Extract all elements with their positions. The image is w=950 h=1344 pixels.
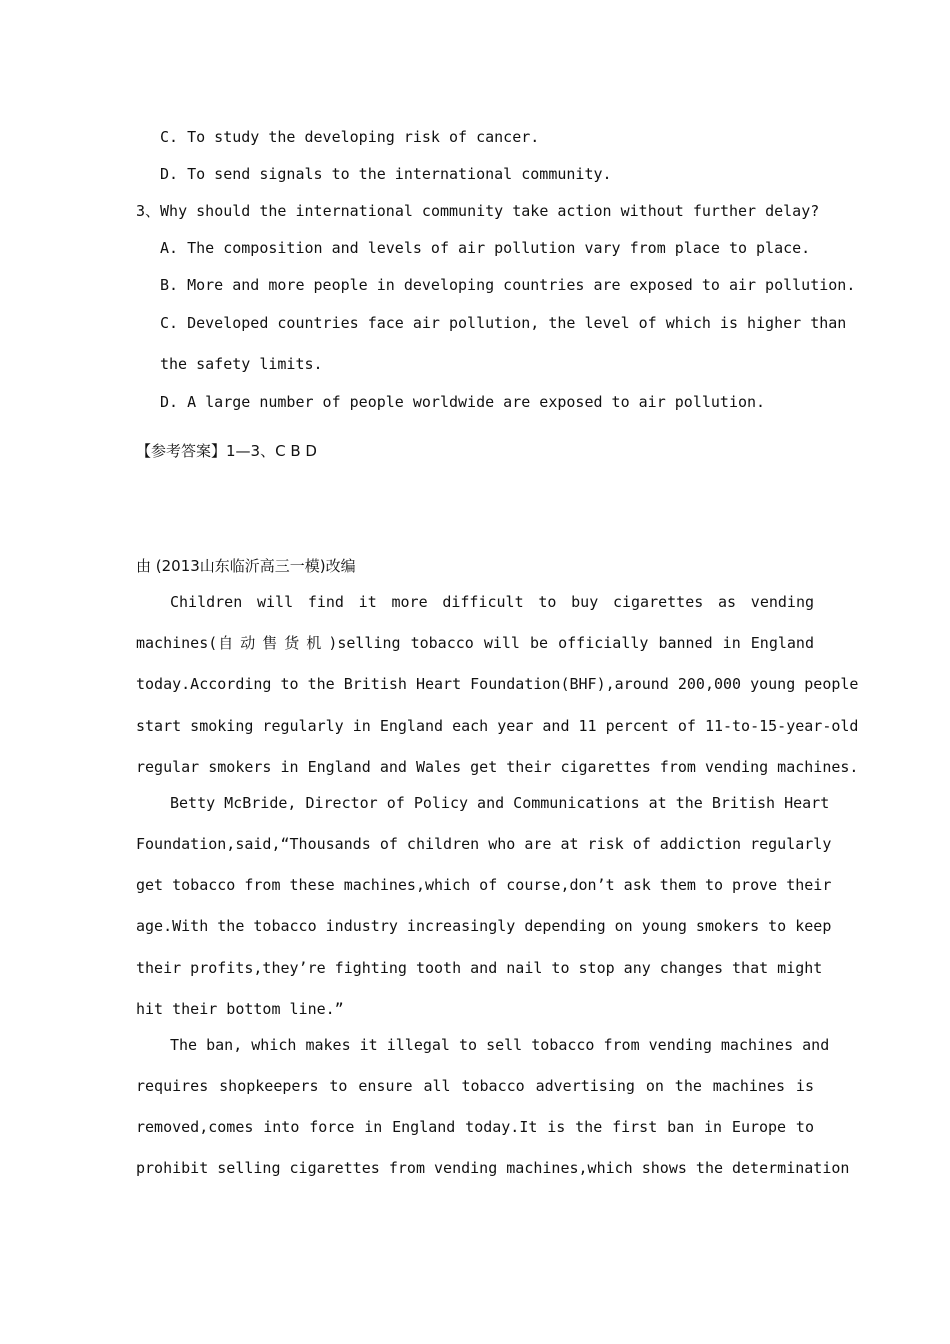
option-d-q2: D. To send signals to the international community. [160,165,612,183]
vending-machine-gloss: 自动售货机 [217,634,329,652]
passage-p3-line4: prohibit selling cigarettes from vending machines,which shows the determination [136,1159,850,1177]
answer-key: 【参考答案】1—3、C B D [136,442,317,460]
passage-p2-line3: get tobacco from these machines,which of course,don’t ask them to prove their [136,876,832,894]
passage-p3-line1: The ban, which makes it illegal to sell tobacco from vending machines and [170,1036,830,1054]
passage-p2-line5: their profits,they’re fighting tooth and nail to stop any changes that might [136,959,823,977]
passage-p1-line4: start smoking regularly in England each year and 11 percent of 11-to-15-year-old [136,717,859,735]
option-c-q3-line2: the safety limits. [160,355,323,373]
option-c-q3-line1: C. Developed countries face air pollution, the level of which is higher than [160,314,847,332]
question-3-stem: 3、Why should the international community take action without further delay? [136,202,820,220]
passage-source: 由 (2013山东临沂高三一模)改编 [136,557,356,575]
passage-p3-line2: requires shopkeepers to ensure all tobacco advertising on the machines is [136,1077,814,1095]
passage-p1-line2: machines(自动售货机)selling tobacco will be officially banned in England [136,634,814,652]
passage-p2-line1: Betty McBride, Director of Policy and Communications at the British Heart [170,794,830,812]
passage-p1-line5: regular smokers in England and Wales get their cigarettes from vending machines. [136,758,859,776]
passage-p1-line3: today.According to the British Heart Foundation(BHF),around 200,000 young people [136,675,859,693]
option-d-q3: D. A large number of people worldwide are exposed to air pollution. [160,393,766,411]
option-b-q3: B. More and more people in developing countries are exposed to air pollution. [160,276,856,294]
option-c-q2: C. To study the developing risk of cancer. [160,128,540,146]
passage-p3-line3: removed,comes into force in England today.It is the first ban in Europe to [136,1118,814,1136]
passage-p2-line4: age.With the tobacco industry increasingly depending on young smokers to keep [136,917,832,935]
passage-p2-line2: Foundation,said,“Thousands of children who are at risk of addiction regularly [136,835,832,853]
passage-p1-line1: Children will find it more difficult to buy cigarettes as vending [170,593,814,611]
passage-p2-line6: hit their bottom line.” [136,1000,344,1018]
option-a-q3: A. The composition and levels of air pollution vary from place to place. [160,239,811,257]
